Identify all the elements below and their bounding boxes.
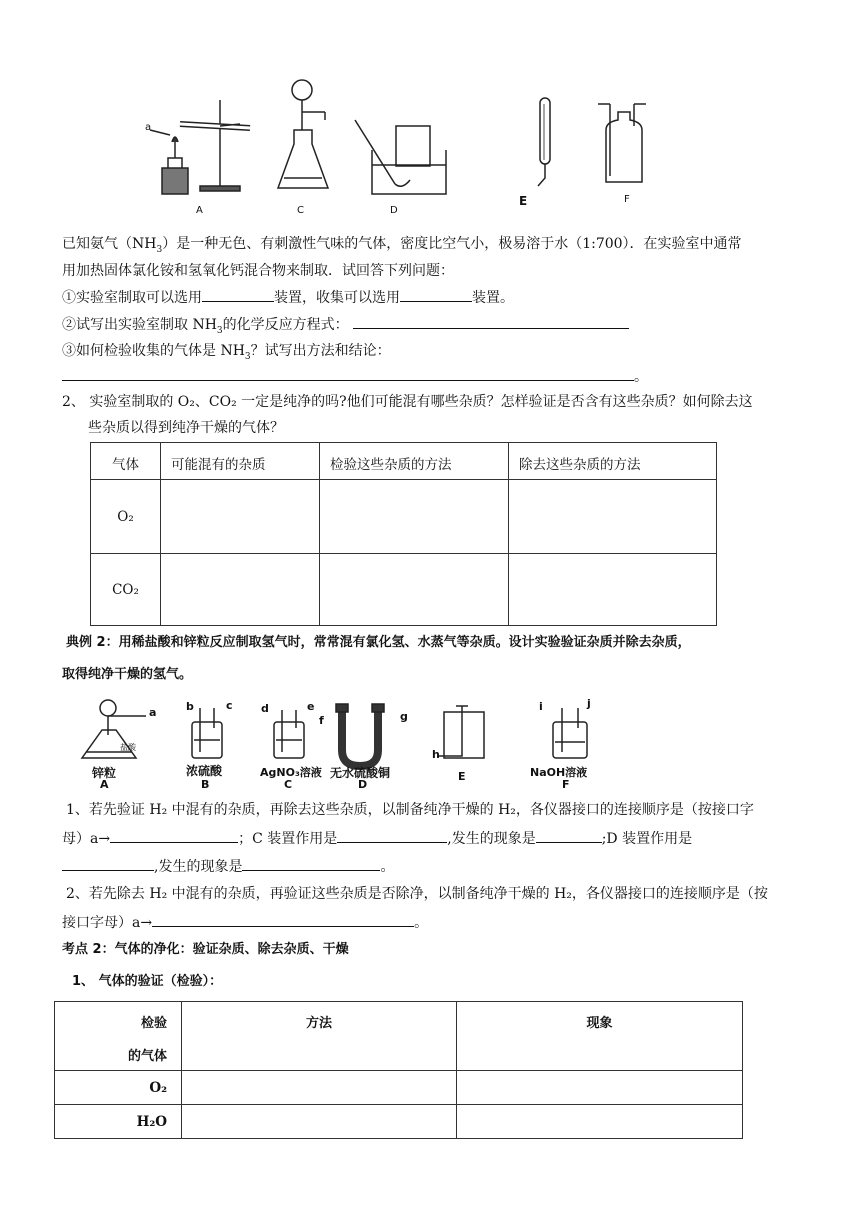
- fig2-id-F: F: [562, 778, 570, 791]
- fig1-label-D: D: [390, 205, 398, 216]
- fig2-caption-cuso4: 无水硫酸铜: [330, 766, 391, 780]
- table-header: 可能混有的杂质: [161, 443, 320, 480]
- table-row-gas: H₂O: [55, 1105, 182, 1139]
- fig1-label-a: a: [145, 122, 152, 133]
- answer-blank[interactable]: [62, 856, 154, 871]
- kaodian-heading: 考点 2：气体的净化：验证杂质、除去杂质、干燥: [62, 942, 349, 957]
- table-row-gas: CO₂: [91, 554, 161, 626]
- fig2-acid-label: 盐酸: [120, 743, 136, 752]
- fig2-letter-h: h: [432, 748, 440, 761]
- ex-q1-line-2: 母）a→ ；C 装置作用是 ,发生的现象是 ;D 装置作用是: [62, 828, 692, 849]
- table-cell[interactable]: [182, 1105, 457, 1139]
- fig1-label-E: E: [519, 194, 528, 208]
- example2-line-1: 典例 2：用稀盐酸和锌粒反应制取氢气时，常常混有氯化氢、水蒸气等杂质。设计实验验证杂质并除去杂质，: [66, 635, 691, 650]
- fig2-caption-naoh: NaOH溶液: [530, 766, 588, 779]
- fig2-caption-h2so4: 浓硫酸: [186, 764, 223, 778]
- ex-q2-line-2: 接口字母）a→ 。: [62, 912, 428, 933]
- fig2-id-A: A: [100, 778, 109, 791]
- answer-blank[interactable]: [152, 912, 414, 927]
- q2-line-2: 些杂质以得到纯净干燥的气体？: [88, 420, 284, 436]
- question-3: ③如何检验收集的气体是 $NH_3$？试写出方法和结论：: [62, 343, 391, 362]
- answer-blank[interactable]: [110, 828, 238, 843]
- fig1-label-C: C: [297, 205, 304, 216]
- fig2-id-D: D: [358, 778, 368, 791]
- question-1: ①实验室制取可以选用 装置，收集可以选用 装置。: [62, 287, 514, 308]
- subheading-gas-verification: 1、 气体的验证（检验）：: [72, 974, 223, 989]
- fig2-letter-j: j: [587, 697, 591, 710]
- table-header-method: 方法: [182, 1002, 457, 1071]
- intro-line-2: 用加热固体氯化铵和氢氧化钙混合物来制取．试回答下列问题：: [62, 263, 454, 279]
- fig2-id-E: E: [458, 770, 466, 783]
- gas-verification-table: [54, 1001, 743, 1139]
- fig1-label-A: A: [196, 205, 203, 216]
- ex-q1-line-3: ,发生的现象是 。: [62, 856, 394, 877]
- table-row-gas: O₂: [91, 480, 161, 554]
- answer-blank[interactable]: [337, 828, 447, 843]
- table-header-gas: 检验 的气体: [55, 1002, 182, 1071]
- table-row-gas: O₂: [55, 1071, 182, 1105]
- question-3-answer: 。: [62, 366, 648, 387]
- fig2-letter-i: i: [539, 700, 543, 713]
- answer-blank[interactable]: [536, 828, 602, 843]
- fig2-letter-b: b: [186, 700, 194, 713]
- table-header: 气体: [91, 443, 161, 480]
- ex-q1-line-1: 1、若先验证 H₂ 中混有的杂质，再除去这些杂质，以制备纯净干燥的 H₂，各仪器接口的连接顺序是（按接口字: [66, 802, 754, 818]
- q2-line-1: 2、 实验室制取的 O₂、CO₂ 一定是纯净的吗?他们可能混有哪些杂质？怎样验证是否含有这些杂质？如何除去这: [62, 394, 753, 410]
- fig2-caption-zinc: 锌粒: [92, 766, 117, 780]
- fig2-letter-c: c: [226, 699, 233, 712]
- table-header: 检验这些杂质的方法: [320, 443, 509, 480]
- fig2-letter-g: g: [400, 710, 408, 723]
- table-cell[interactable]: [457, 1071, 743, 1105]
- table-header-phenomenon: 现象: [457, 1002, 743, 1071]
- fig1-label-F: F: [624, 194, 630, 205]
- table-cell[interactable]: [182, 1071, 457, 1105]
- fig2-id-C: C: [284, 778, 293, 791]
- example2-line-2: 取得纯净干燥的氢气。: [62, 667, 193, 682]
- fig2-letter-a: a: [149, 706, 157, 719]
- fig2-caption-agno3: AgNO₃溶液: [260, 766, 322, 779]
- table-cell[interactable]: [457, 1105, 743, 1139]
- fig2-letter-e: e: [307, 700, 315, 713]
- fig2-letter-f: f: [319, 714, 324, 727]
- intro-line-1: 已知氨气$(NH_3)$是一种无色、有刺激性气味的气体，密度比空气小，极易溶于水（1:700）．在实验室中通常: [62, 236, 742, 255]
- answer-blank[interactable]: [242, 856, 380, 871]
- table-header: 除去这些杂质的方法: [509, 443, 717, 480]
- fig2-id-B: B: [201, 778, 210, 791]
- ex-q2-line-1: 2、若先除去 H₂ 中混有的杂质，再验证这些杂质是否除净，以制备纯净干燥的 H₂，各仪器接口的连接顺序是（按: [66, 886, 768, 902]
- fig2-letter-d: d: [261, 702, 269, 715]
- question-2: ②试写出实验室制取 $NH_3$的化学反应方程式：: [62, 314, 629, 341]
